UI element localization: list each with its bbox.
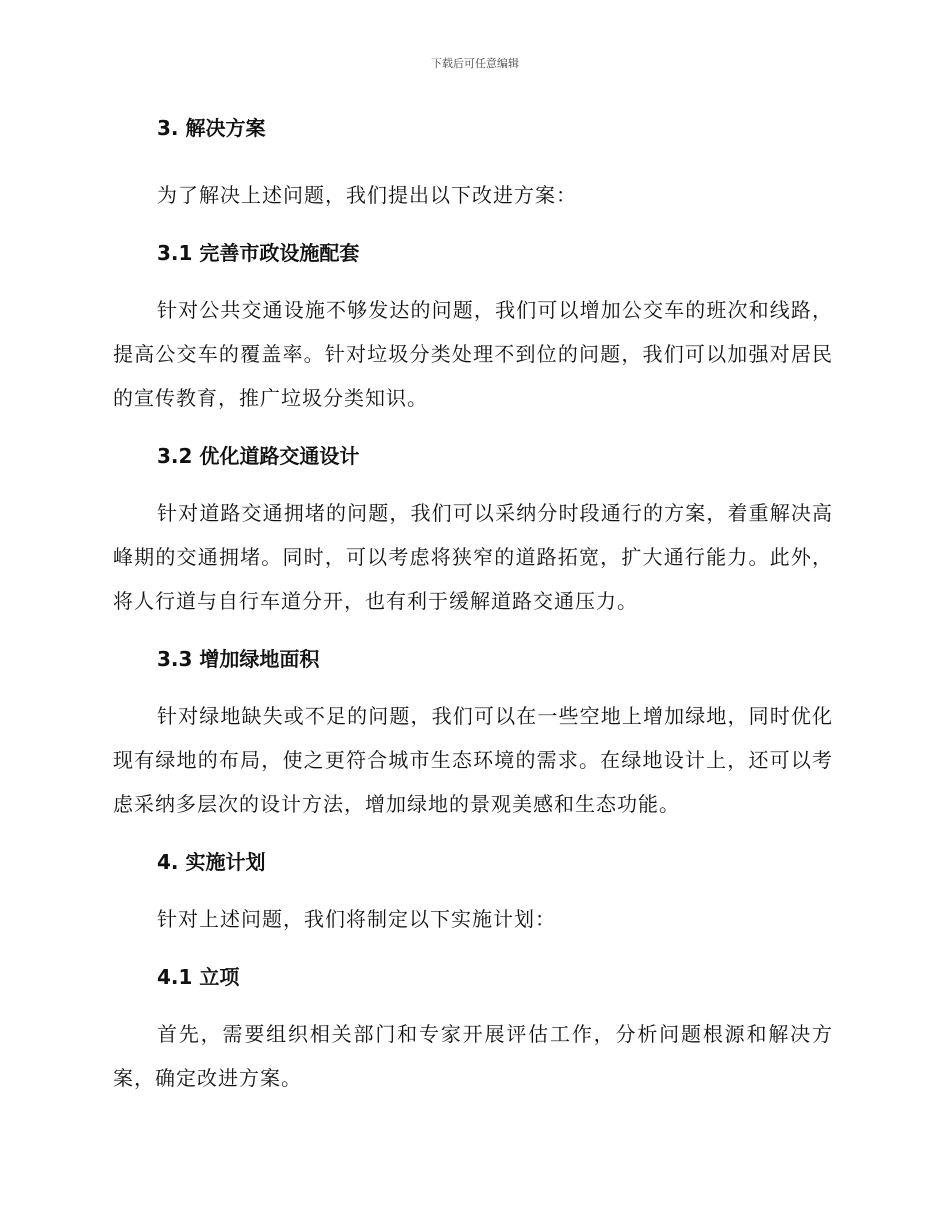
section-4-1-body: 首先，需要组织相关部门和专家开展评估工作，分析问题根源和解决方案，确定改进方案。 [113, 1022, 833, 1090]
document-body [113, 113, 833, 1100]
section-heading-3: 3. 解决方案 [157, 116, 266, 140]
section-heading-3-2: 3.2 优化道路交通设计 [157, 444, 360, 468]
section-3-1-body: 针对公共交通设施不够发达的问题，我们可以增加公交车的班次和线路，提高公交车的覆盖率。针对垃圾分类处理不到位的问题，我们可以加强对居民的宣传教育，推广垃圾分类知识。 [113, 298, 833, 410]
section-3-3-body: 针对绿地缺失或不足的问题，我们可以在一些空地上增加绿地，同时优化现有绿地的布局，使之更符合城市生态环境的需求。在绿地设计上，还可以考虑采纳多层次的设计方法，增加绿地的景观美感和生态功能。 [113, 704, 833, 816]
section-3-2-body: 针对道路交通拥堵的问题，我们可以采纳分时段通行的方案，着重解决高峰期的交通拥堵。同时，可以考虑将狭窄的道路拓宽，扩大通行能力。此外，将人行道与自行车道分开，也有利于缓解道路交通压力。 [113, 501, 833, 613]
page-header: 下载后可任意编辑 [431, 57, 519, 70]
section-heading-4-1: 4.1 立项 [157, 965, 240, 989]
section-heading-3-3: 3.3 增加绿地面积 [157, 647, 320, 671]
section-heading-4: 4. 实施计划 [157, 850, 266, 874]
section-4-intro: 针对上述问题，我们将制定以下实施计划： [157, 907, 556, 931]
section-3-intro: 为了解决上述问题，我们提出以下改进方案： [157, 183, 577, 207]
section-heading-3-1: 3.1 完善市政设施配套 [157, 241, 360, 265]
